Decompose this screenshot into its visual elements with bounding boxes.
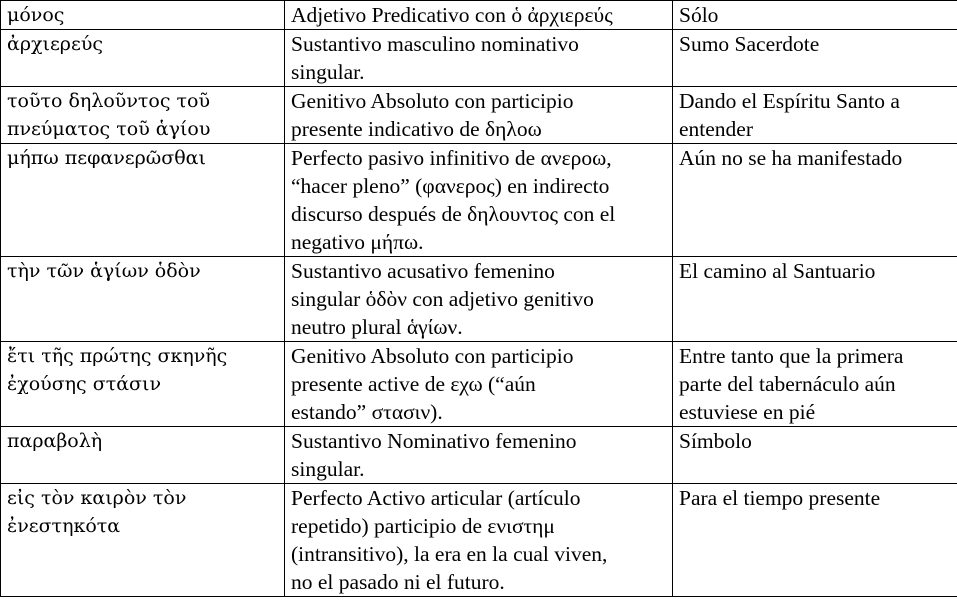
analysis-cell: [285, 484, 673, 597]
translation-cell: [673, 257, 957, 342]
analysis-line: Sustantivo acusativo femenino: [291, 259, 555, 283]
analysis-line: repetido) participio de ενιστημ: [291, 514, 555, 538]
analysis-cell: [285, 87, 673, 144]
term-line: ἐνεστηκότα: [7, 515, 121, 537]
analysis-line: Sustantivo Nominativo femenino: [291, 429, 577, 453]
analysis-line: singular ὁδὸν con adjetivo genitivo: [291, 287, 594, 311]
translation-line: parte del tabernáculo aún: [679, 372, 896, 396]
analysis-cell: [285, 30, 673, 87]
analysis-line: discurso después de δηλουντος con el: [291, 202, 616, 226]
table-row: [1, 484, 957, 597]
term-cell: [1, 144, 285, 257]
term-cell: [1, 257, 285, 342]
term-line: ἔτι τῆς πρώτης σκηνῆς: [7, 345, 228, 367]
table-row: [1, 257, 957, 342]
term-line: μόνος: [7, 4, 65, 26]
term-cell: [1, 30, 285, 87]
term-cell: [1, 484, 285, 597]
translation-cell: [673, 30, 957, 87]
term-cell: [1, 427, 285, 484]
analysis-line: estando” στασιν).: [291, 400, 443, 424]
translation-line: Aún no se ha manifestado: [679, 146, 903, 170]
translation-line: Para el tiempo presente: [679, 486, 881, 510]
translation-line: El camino al Santuario: [679, 259, 876, 283]
analysis-line: Sustantivo masculino nominativo: [291, 32, 579, 56]
analysis-cell: [285, 342, 673, 427]
translation-cell: [673, 87, 957, 144]
analysis-cell: [285, 144, 673, 257]
term-line: παραβολὴ: [7, 430, 103, 452]
analysis-cell: [285, 257, 673, 342]
translation-line: Entre tanto que la primera: [679, 344, 904, 368]
analysis-cell: [285, 427, 673, 484]
translation-line: Sumo Sacerdote: [679, 32, 820, 56]
translation-line: Dando el Espíritu Santo a: [679, 89, 900, 113]
analysis-line: Adjetivo Predicativo con ὁ ἀρχιερεύς: [291, 3, 613, 27]
term-line: ἐχούσης στάσιν: [7, 373, 162, 395]
analysis-line: “hacer pleno” (φανερος) en indirecto: [291, 174, 610, 198]
term-cell: [1, 1, 285, 30]
analysis-line: Perfecto Activo articular (artículo: [291, 486, 581, 510]
table-row: [1, 87, 957, 144]
analysis-cell: [285, 1, 673, 30]
analysis-line: negativo μήπω.: [291, 230, 424, 254]
term-line: εἰς τὸν καιρὸν τὸν: [7, 487, 187, 509]
translation-line: Sólo: [679, 3, 719, 27]
analysis-line: presente active de εχω (“aún: [291, 372, 536, 396]
translation-cell: [673, 484, 957, 597]
translation-cell: [673, 427, 957, 484]
analysis-line: neutro plural ἁγίων.: [291, 315, 463, 339]
table-row: [1, 30, 957, 87]
analysis-line: singular.: [291, 457, 365, 481]
analysis-line: no el pasado ni el futuro.: [291, 570, 505, 594]
term-cell: [1, 87, 285, 144]
analysis-line: Genitivo Absoluto con participio: [291, 344, 574, 368]
translation-line: estuviese en pié: [679, 400, 816, 424]
table-row: [1, 342, 957, 427]
table-row: [1, 144, 957, 257]
term-cell: [1, 342, 285, 427]
term-line: τοῦτο δηλοῦντος τοῦ: [7, 90, 211, 112]
translation-cell: [673, 144, 957, 257]
translation-cell: [673, 342, 957, 427]
translation-line: entender: [679, 117, 754, 141]
analysis-line: Genitivo Absoluto con participio: [291, 89, 574, 113]
table-row: [1, 427, 957, 484]
translation-cell: [673, 1, 957, 30]
analysis-line: (intransitivo), la era en la cual viven,: [291, 542, 608, 566]
term-line: πνεύματος τοῦ ἁγίου: [7, 118, 211, 140]
term-line: ἀρχιερεύς: [7, 33, 104, 55]
analysis-line: presente indicativo de δηλοω: [291, 117, 542, 141]
term-line: μήπω πεφανερῶσθαι: [7, 147, 206, 169]
analysis-line: Perfecto pasivo infinitivo de ανεροω,: [291, 146, 612, 170]
translation-line: Símbolo: [679, 429, 752, 453]
term-line: τὴν τῶν ἁγίων ὁδὸν: [7, 260, 201, 282]
analysis-line: singular.: [291, 60, 365, 84]
table-row: [1, 1, 957, 30]
